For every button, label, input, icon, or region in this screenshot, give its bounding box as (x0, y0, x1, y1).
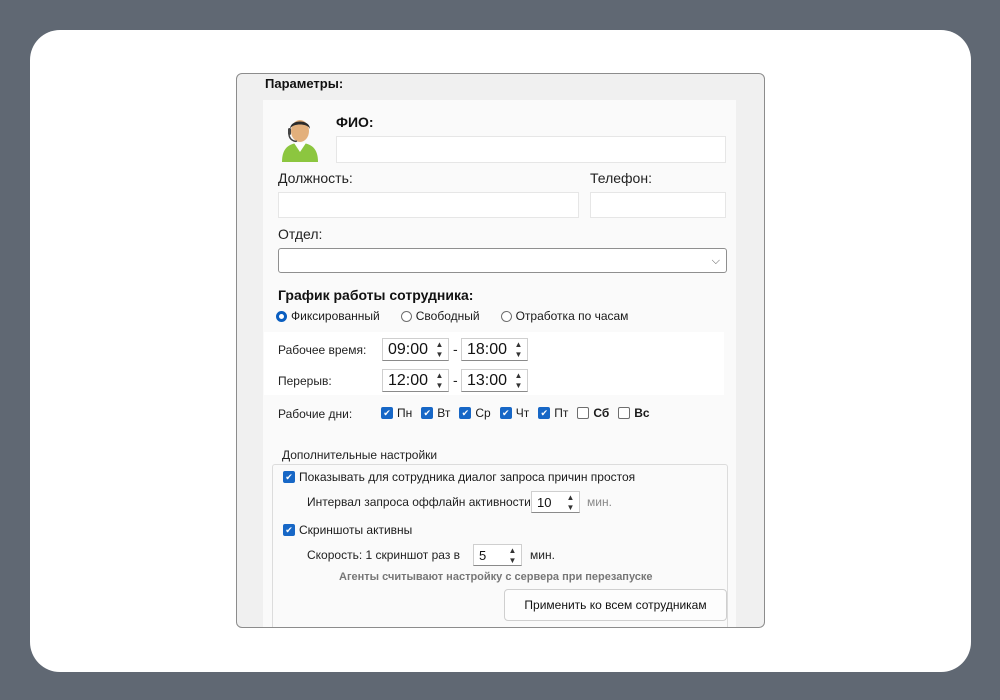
schedule-mode-hours-label: Отработка по часам (515, 309, 629, 323)
name-label: ФИО: (336, 114, 374, 130)
break-label: Перерыв: (278, 374, 332, 388)
spinner-arrows-icon[interactable]: ▲ ▼ (508, 546, 517, 565)
day-fri-label: Пт (554, 406, 569, 420)
spinner-arrows-icon[interactable]: ▲ ▼ (514, 340, 523, 359)
work-end-value: 18:00 (467, 341, 508, 358)
radio-selected-icon (276, 311, 287, 322)
checkbox-checked-icon: ✔ (538, 407, 550, 419)
phone-input[interactable] (590, 192, 726, 218)
work-time-label: Рабочее время: (278, 343, 367, 357)
checkbox-checked-icon: ✔ (283, 471, 295, 483)
position-label: Должность: (278, 170, 353, 186)
day-tue-label: Вт (437, 406, 451, 420)
parameters-group-title: Параметры: (265, 76, 344, 91)
checkbox-unchecked-icon (577, 407, 589, 419)
schedule-mode-hours[interactable] (501, 309, 629, 323)
schedule-mode-group (276, 309, 628, 323)
checkbox-checked-icon: ✔ (500, 407, 512, 419)
offline-interval-label: Интервал запроса оффлайн активности (307, 495, 531, 509)
break-end-value: 13:00 (467, 372, 508, 389)
spinner-arrows-icon[interactable]: ▲ ▼ (566, 493, 575, 512)
break-start-value: 12:00 (388, 372, 429, 389)
name-input[interactable] (336, 136, 726, 163)
spinner-arrows-icon[interactable]: ▲ ▼ (435, 371, 444, 390)
speed-label: Скорость: 1 скриншот раз в (307, 548, 461, 562)
offline-interval-spinner[interactable] (531, 491, 580, 513)
schedule-title: График работы сотрудника: (278, 287, 474, 303)
chevron-down-icon: ⌵ (711, 255, 720, 267)
day-wed-label: Ср (475, 406, 491, 420)
break-range-separator: - (453, 372, 458, 388)
idle-dialog-checkbox[interactable] (283, 470, 635, 484)
day-mon-checkbox[interactable] (381, 406, 412, 420)
checkbox-checked-icon: ✔ (381, 407, 393, 419)
schedule-mode-free[interactable] (401, 309, 480, 323)
spinner-arrows-icon[interactable]: ▲ ▼ (514, 371, 523, 390)
radio-unselected-icon (501, 311, 512, 322)
work-end-spinner[interactable] (461, 338, 528, 361)
day-fri-checkbox[interactable] (538, 406, 568, 420)
speed-value: 5 (479, 548, 487, 563)
phone-label: Телефон: (590, 170, 652, 186)
speed-unit: мин. (530, 548, 555, 562)
day-sun-label: Вс (634, 406, 650, 420)
work-days-label: Рабочие дни: (278, 407, 353, 421)
day-sat-checkbox[interactable] (577, 406, 609, 420)
day-sun-checkbox[interactable] (618, 406, 649, 420)
day-wed-checkbox[interactable] (459, 406, 490, 420)
restart-note: Агенты считывают настройку с сервера при перезапуске (339, 571, 653, 583)
extra-settings-title: Дополнительные настройки (279, 448, 440, 462)
department-label: Отдел: (278, 226, 323, 242)
work-days-group (381, 406, 650, 420)
checkbox-checked-icon: ✔ (421, 407, 433, 419)
offline-interval-value: 10 (537, 495, 552, 510)
speed-spinner[interactable] (473, 544, 522, 566)
break-end-spinner[interactable] (461, 369, 528, 392)
checkbox-checked-icon: ✔ (459, 407, 471, 419)
work-range-separator: - (453, 341, 458, 357)
department-select[interactable] (278, 248, 727, 273)
idle-dialog-label: Показывать для сотрудника диалог запроса причин простоя (299, 470, 636, 484)
position-input[interactable] (278, 192, 579, 218)
screenshots-checkbox[interactable] (283, 523, 412, 537)
screenshots-label: Скриншоты активны (299, 523, 413, 537)
radio-unselected-icon (401, 311, 412, 322)
work-start-value: 09:00 (388, 341, 429, 358)
checkbox-unchecked-icon (618, 407, 630, 419)
employee-settings-dialog (236, 73, 765, 628)
schedule-mode-free-label: Свободный (415, 309, 480, 323)
work-start-spinner[interactable] (382, 338, 449, 361)
break-start-spinner[interactable] (382, 369, 449, 392)
apply-to-all-button[interactable]: Применить ко всем сотрудникам (504, 589, 727, 621)
day-thu-checkbox[interactable] (500, 406, 530, 420)
day-tue-checkbox[interactable] (421, 406, 450, 420)
schedule-mode-fixed-label: Фиксированный (291, 309, 380, 323)
spinner-arrows-icon[interactable]: ▲ ▼ (435, 340, 444, 359)
day-thu-label: Чт (515, 406, 530, 420)
schedule-mode-fixed[interactable] (276, 309, 380, 323)
day-mon-label: Пн (397, 406, 413, 420)
offline-interval-unit: мин. (587, 495, 612, 509)
checkbox-checked-icon: ✔ (283, 524, 295, 536)
user-avatar-icon (279, 114, 321, 162)
day-sat-label: Сб (593, 406, 610, 420)
